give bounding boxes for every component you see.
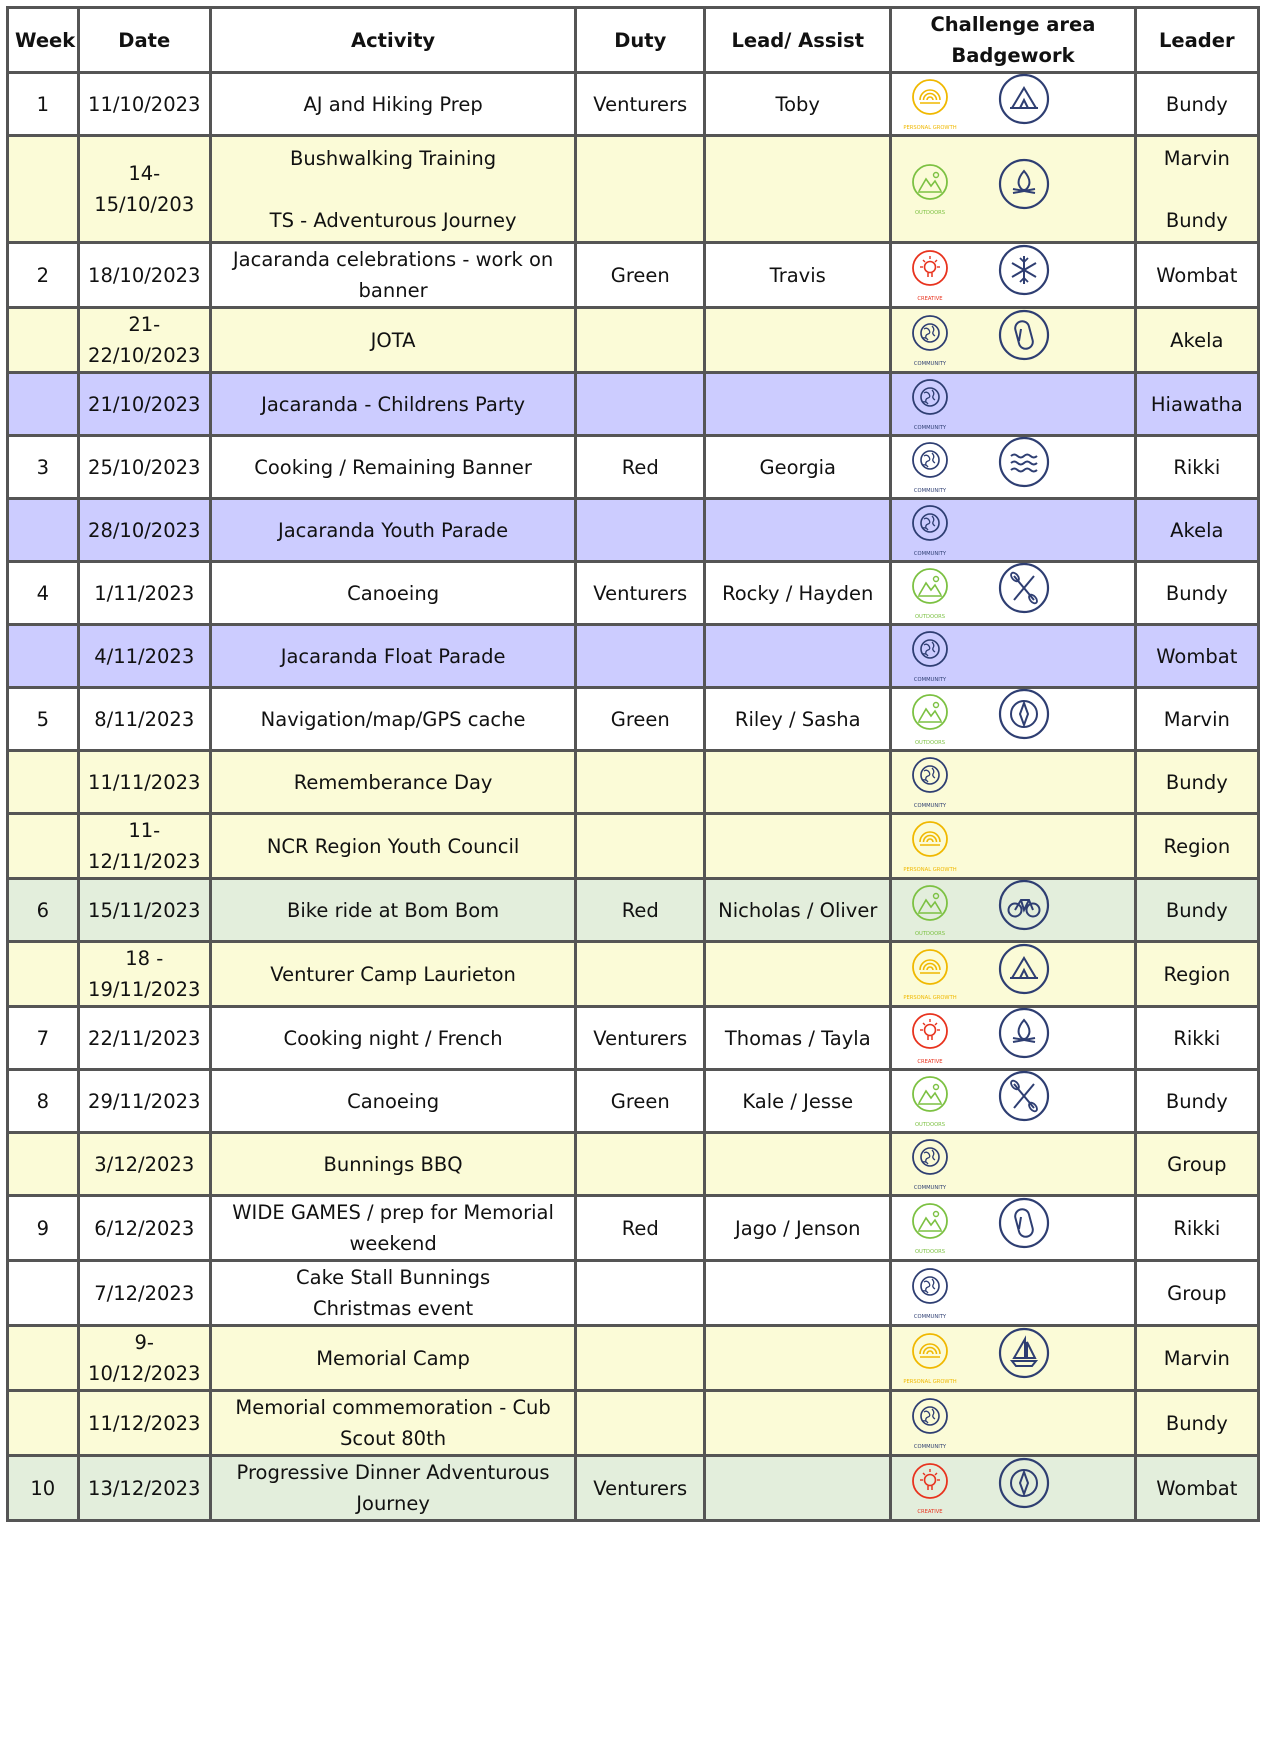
challenge-badgework-cell [891,751,1135,814]
challenge-caption: COMMUNITY [914,361,947,367]
date-cell: 11- 12/11/2023 [78,814,210,879]
header-date: Date [78,8,210,73]
duty-cell: Green [576,243,705,308]
activity-cell: Jacaranda Youth Parade [210,499,575,562]
challenge-badgework-cell [891,136,1135,243]
lead-assist-cell [705,814,891,879]
challenge-caption: COMMUNITY [914,425,947,431]
lead-assist-cell: Travis [705,243,891,308]
personal-growth-icon [903,1330,957,1386]
leader-cell: Wombat [1135,625,1258,688]
challenge-caption: OUTDOORS [915,614,946,620]
date-cell: 18/10/2023 [78,243,210,308]
challenge-badgework-cell [891,243,1135,308]
leader-cell: Wombat [1135,1456,1258,1521]
bicycle-icon [998,879,1050,931]
week-cell: 10 [8,1456,79,1521]
leader-cell: Bundy [1135,562,1258,625]
leader-cell: Region [1135,814,1258,879]
challenge-badgework-cell [891,1070,1135,1133]
activity-cell: Memorial commemoration - Cub Scout 80th [210,1391,575,1456]
challenge-caption: COMMUNITY [914,803,947,809]
lead-assist-cell [705,1261,891,1326]
activity-cell: Navigation/map/GPS cache [210,688,575,751]
duty-cell: Venturers [576,562,705,625]
leader-cell: Bundy [1135,879,1258,942]
challenge-badgework-cell [891,625,1135,688]
activity-cell: Cooking / Remaining Banner [210,436,575,499]
date-cell: 14- 15/10/203 [78,136,210,243]
week-cell: 6 [8,879,79,942]
activity-cell: Memorial Camp [210,1326,575,1391]
header-week: Week [8,8,79,73]
outdoors-icon [908,882,952,938]
challenge-badgework-cell [891,308,1135,373]
duty-cell: Venturers [576,1456,705,1521]
program-table [6,6,1260,1522]
leader-cell: Rikki [1135,436,1258,499]
duty-cell: Red [576,879,705,942]
activity-cell: JOTA [210,308,575,373]
activity-cell: AJ and Hiking Prep [210,73,575,136]
duty-cell: Red [576,436,705,499]
lead-assist-cell [705,308,891,373]
challenge-badgework-cell [891,1261,1135,1326]
date-cell: 22/11/2023 [78,1007,210,1070]
carabiner-icon [998,309,1050,361]
lead-assist-cell [705,373,891,436]
carabiner-icon [998,1197,1050,1249]
leader-cell: Akela [1135,308,1258,373]
camping-tent-icon [998,73,1050,125]
lead-assist-cell: Thomas / Tayla [705,1007,891,1070]
week-cell: 5 [8,688,79,751]
challenge-badgework-cell [891,688,1135,751]
week-cell: 8 [8,1070,79,1133]
outdoors-icon [908,161,952,217]
compass-icon [998,1457,1050,1509]
week-cell [8,625,79,688]
lead-assist-cell: Kale / Jesse [705,1070,891,1133]
table-row [8,814,1259,879]
snowflake-icon [998,244,1050,296]
date-cell: 4/11/2023 [78,625,210,688]
duty-cell: Green [576,1070,705,1133]
challenge-caption: PERSONAL GROWTH [903,867,957,873]
challenge-badgework-cell [891,373,1135,436]
table-row [8,1070,1259,1133]
campfire-icon [998,1007,1050,1059]
challenge-caption: COMMUNITY [914,1185,947,1191]
week-cell: 4 [8,562,79,625]
date-cell: 18 - 19/11/2023 [78,942,210,1007]
leader-cell: Akela [1135,499,1258,562]
week-cell [8,1133,79,1196]
week-cell [8,1391,79,1456]
challenge-caption: OUTDOORS [915,740,946,746]
duty-cell: Green [576,688,705,751]
duty-cell [576,942,705,1007]
header-challenge-badgework: Challenge area Badgework [891,8,1135,73]
community-icon [908,312,952,368]
table-row [8,436,1259,499]
community-icon [908,1136,952,1192]
challenge-badgework-cell [891,1133,1135,1196]
lead-assist-cell: Nicholas / Oliver [705,879,891,942]
challenge-badgework-cell [891,879,1135,942]
table-row [8,136,1259,243]
date-cell: 9- 10/12/2023 [78,1326,210,1391]
outdoors-icon [908,691,952,747]
leader-cell: Marvin [1135,1326,1258,1391]
activity-cell: Venturer Camp Laurieton [210,942,575,1007]
challenge-badgework-cell [891,1007,1135,1070]
water-waves-icon [998,436,1050,488]
compass-icon [998,688,1050,740]
challenge-caption: CREATIVE [917,1059,943,1065]
creative-icon [908,247,952,303]
duty-cell: Venturers [576,73,705,136]
date-cell: 28/10/2023 [78,499,210,562]
table-row [8,1326,1259,1391]
table-row [8,562,1259,625]
week-cell [8,1261,79,1326]
crossed-paddles-icon [998,562,1050,614]
activity-cell: Canoeing [210,1070,575,1133]
leader-cell: Region [1135,942,1258,1007]
duty-cell [576,1326,705,1391]
lead-assist-cell: Jago / Jenson [705,1196,891,1261]
duty-cell [576,625,705,688]
week-cell [8,136,79,243]
table-row [8,1007,1259,1070]
challenge-badgework-cell [891,1326,1135,1391]
table-row [8,1456,1259,1521]
challenge-caption: PERSONAL GROWTH [903,125,957,131]
community-icon [908,1395,952,1451]
lead-assist-cell [705,136,891,243]
date-cell: 8/11/2023 [78,688,210,751]
lead-assist-cell [705,942,891,1007]
activity-cell: Jacaranda celebrations - work on banner [210,243,575,308]
challenge-caption: OUTDOORS [915,931,946,937]
date-cell: 29/11/2023 [78,1070,210,1133]
challenge-caption: COMMUNITY [914,677,947,683]
table-row [8,1261,1259,1326]
personal-growth-icon [903,76,957,132]
challenge-caption: OUTDOORS [915,210,946,216]
challenge-caption: COMMUNITY [914,1314,947,1320]
community-icon [908,376,952,432]
leader-cell: Group [1135,1261,1258,1326]
header-duty: Duty [576,8,705,73]
personal-growth-icon [903,946,957,1002]
leader-cell: Wombat [1135,243,1258,308]
week-cell: 1 [8,73,79,136]
activity-cell: NCR Region Youth Council [210,814,575,879]
challenge-badgework-cell [891,814,1135,879]
table-row [8,73,1259,136]
table-row [8,942,1259,1007]
challenge-caption: PERSONAL GROWTH [903,995,957,1001]
campfire-icon [998,158,1050,210]
activity-cell: Bushwalking Training TS - Adventurous Journey [210,136,575,243]
challenge-badgework-cell [891,562,1135,625]
date-cell: 21/10/2023 [78,373,210,436]
leader-cell: Marvin Bundy [1135,136,1258,243]
creative-icon [908,1010,952,1066]
date-cell: 1/11/2023 [78,562,210,625]
activity-cell: Bike ride at Bom Bom [210,879,575,942]
lead-assist-cell [705,1326,891,1391]
header-leader: Leader [1135,8,1258,73]
header-activity: Activity [210,8,575,73]
leader-cell: Marvin [1135,688,1258,751]
table-row [8,1196,1259,1261]
personal-growth-icon [903,818,957,874]
week-cell [8,942,79,1007]
challenge-badgework-cell [891,1391,1135,1456]
table-row [8,751,1259,814]
lead-assist-cell: Riley / Sasha [705,688,891,751]
header-lead-assist: Lead/ Assist [705,8,891,73]
lead-assist-cell [705,1391,891,1456]
date-cell: 7/12/2023 [78,1261,210,1326]
community-icon [908,1265,952,1321]
activity-cell: Jacaranda - Childrens Party [210,373,575,436]
challenge-caption: CREATIVE [917,1509,943,1515]
date-cell: 15/11/2023 [78,879,210,942]
duty-cell: Venturers [576,1007,705,1070]
challenge-caption: OUTDOORS [915,1122,946,1128]
week-cell [8,499,79,562]
table-row [8,879,1259,942]
header-row [8,8,1259,73]
activity-cell: Cake Stall Bunnings Christmas event [210,1261,575,1326]
lead-assist-cell: Rocky / Hayden [705,562,891,625]
leader-cell: Bundy [1135,1391,1258,1456]
leader-cell: Rikki [1135,1196,1258,1261]
lead-assist-cell [705,1133,891,1196]
duty-cell [576,1391,705,1456]
lead-assist-cell [705,499,891,562]
table-row [8,373,1259,436]
challenge-caption: COMMUNITY [914,488,947,494]
table-row [8,243,1259,308]
community-icon [908,628,952,684]
sailboat-icon [998,1327,1050,1379]
table-row [8,1133,1259,1196]
leader-cell: Rikki [1135,1007,1258,1070]
table-row [8,1391,1259,1456]
week-cell [8,814,79,879]
leader-cell: Bundy [1135,73,1258,136]
challenge-caption: PERSONAL GROWTH [903,1379,957,1385]
activity-cell: Rememberance Day [210,751,575,814]
challenge-caption: CREATIVE [917,296,943,302]
challenge-caption: COMMUNITY [914,1444,947,1450]
date-cell: 11/12/2023 [78,1391,210,1456]
week-cell [8,751,79,814]
lead-assist-cell [705,625,891,688]
date-cell: 11/11/2023 [78,751,210,814]
date-cell: 11/10/2023 [78,73,210,136]
duty-cell [576,1133,705,1196]
table-row [8,625,1259,688]
table-row [8,499,1259,562]
challenge-badgework-cell [891,436,1135,499]
leader-cell: Bundy [1135,751,1258,814]
challenge-badgework-cell [891,73,1135,136]
date-cell: 25/10/2023 [78,436,210,499]
challenge-badgework-cell [891,499,1135,562]
activity-cell: Cooking night / French [210,1007,575,1070]
outdoors-icon [908,1073,952,1129]
challenge-caption: COMMUNITY [914,551,947,557]
activity-cell: WIDE GAMES / prep for Memorial weekend [210,1196,575,1261]
community-icon [908,502,952,558]
week-cell: 7 [8,1007,79,1070]
week-cell: 9 [8,1196,79,1261]
lead-assist-cell [705,751,891,814]
date-cell: 13/12/2023 [78,1456,210,1521]
activity-cell: Canoeing [210,562,575,625]
week-cell [8,373,79,436]
duty-cell [576,136,705,243]
week-cell [8,308,79,373]
challenge-caption: OUTDOORS [915,1249,946,1255]
table-row [8,688,1259,751]
challenge-badgework-cell [891,942,1135,1007]
challenge-badgework-cell [891,1456,1135,1521]
lead-assist-cell: Toby [705,73,891,136]
lead-assist-cell [705,1456,891,1521]
date-cell: 3/12/2023 [78,1133,210,1196]
community-icon [908,754,952,810]
duty-cell: Red [576,1196,705,1261]
duty-cell [576,308,705,373]
camping-tent-icon [998,943,1050,995]
crossed-paddles-icon [998,1070,1050,1122]
date-cell: 6/12/2023 [78,1196,210,1261]
activity-cell: Bunnings BBQ [210,1133,575,1196]
duty-cell [576,1261,705,1326]
date-cell: 21- 22/10/2023 [78,308,210,373]
duty-cell [576,499,705,562]
week-cell: 2 [8,243,79,308]
community-icon [908,439,952,495]
challenge-badgework-cell [891,1196,1135,1261]
duty-cell [576,373,705,436]
table-row [8,308,1259,373]
activity-cell: Jacaranda Float Parade [210,625,575,688]
activity-cell: Progressive Dinner Adventurous Journey [210,1456,575,1521]
outdoors-icon [908,1200,952,1256]
outdoors-icon [908,565,952,621]
leader-cell: Hiawatha [1135,373,1258,436]
creative-icon [908,1460,952,1516]
leader-cell: Bundy [1135,1070,1258,1133]
duty-cell [576,751,705,814]
leader-cell: Group [1135,1133,1258,1196]
week-cell: 3 [8,436,79,499]
duty-cell [576,814,705,879]
lead-assist-cell: Georgia [705,436,891,499]
week-cell [8,1326,79,1391]
